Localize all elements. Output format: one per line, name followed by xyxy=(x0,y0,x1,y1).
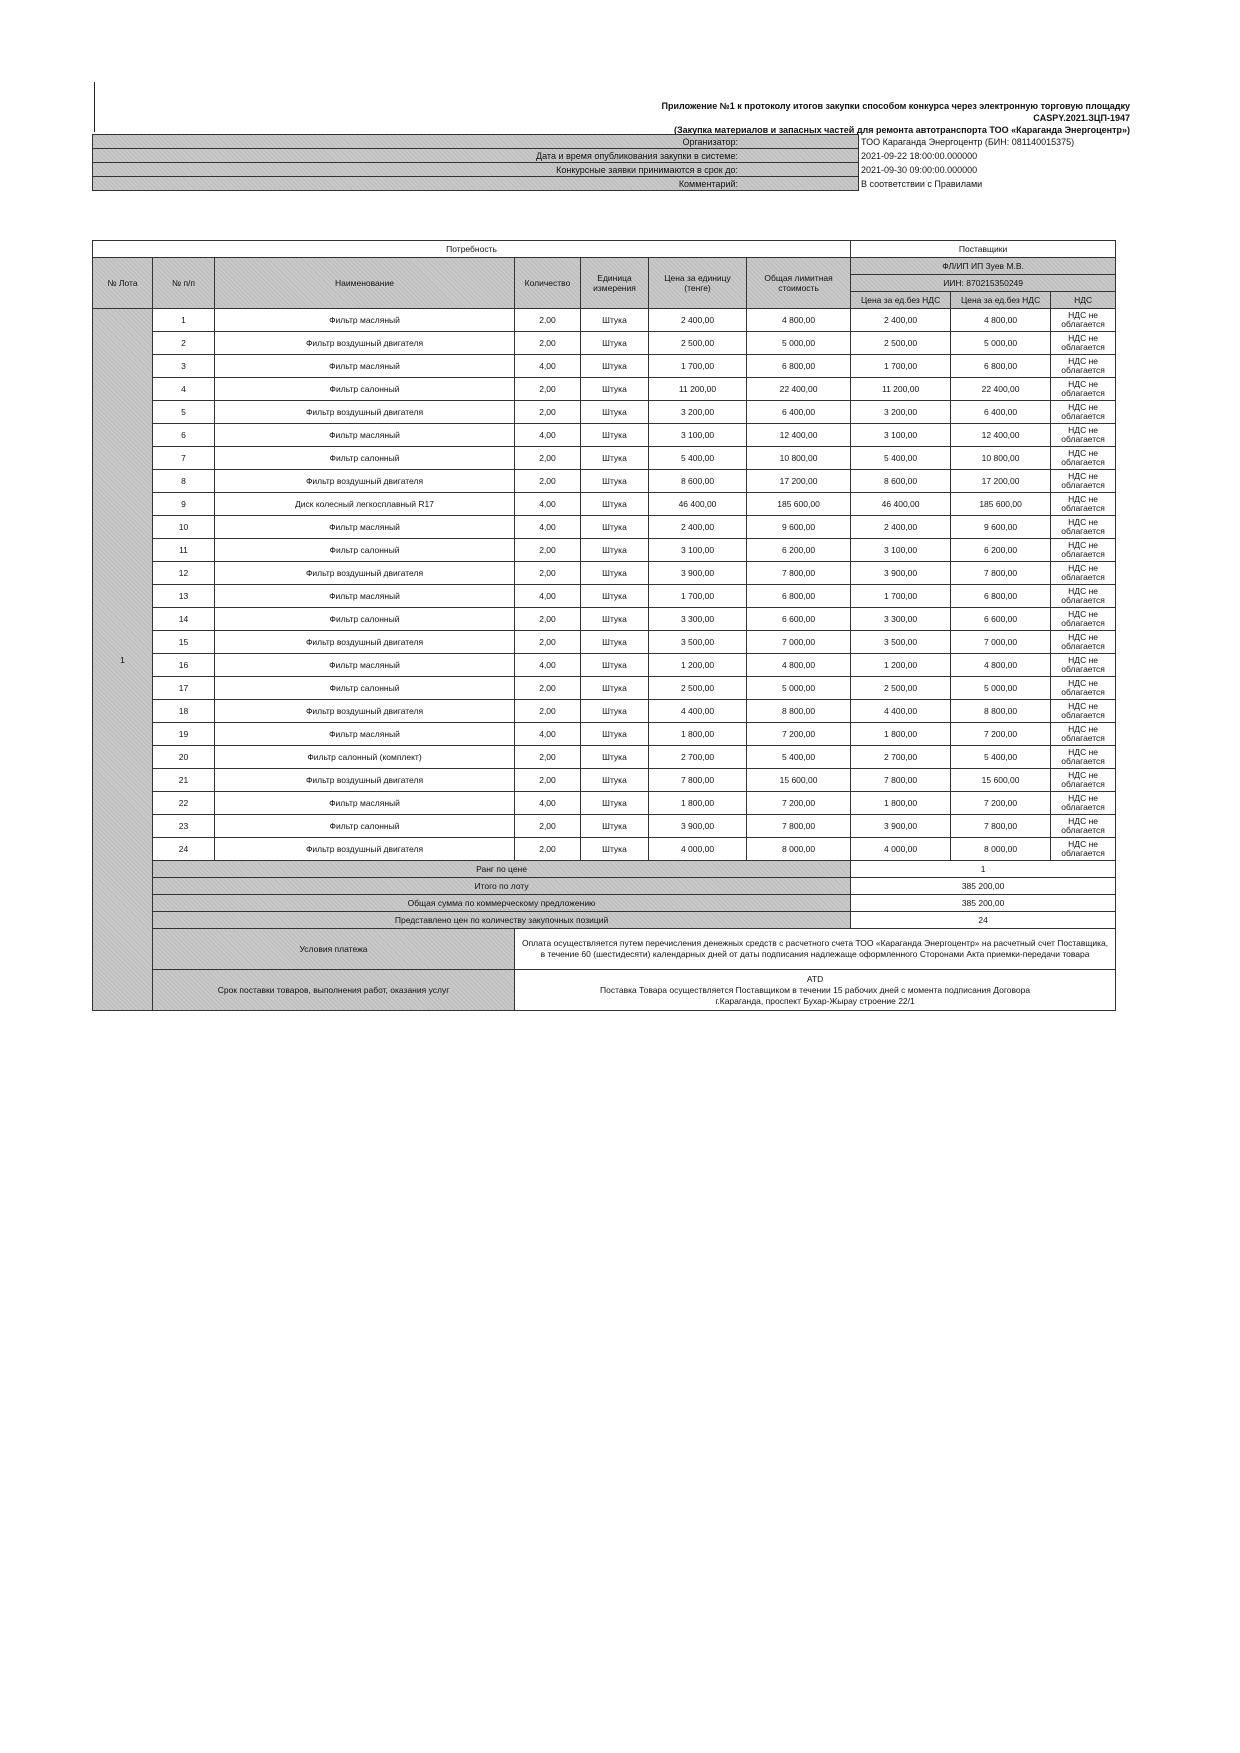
nds-status: НДС не облагается xyxy=(1051,539,1116,562)
item-qty: 2,00 xyxy=(515,470,581,493)
table-row xyxy=(93,585,1116,608)
item-name: Фильтр салонный xyxy=(215,447,515,470)
supplier-total: 6 600,00 xyxy=(951,608,1051,631)
row-number: 4 xyxy=(153,378,215,401)
item-total: 17 200,00 xyxy=(747,470,851,493)
row-number: 22 xyxy=(153,792,215,815)
row-number: 8 xyxy=(153,470,215,493)
row-number: 21 xyxy=(153,769,215,792)
item-qty: 2,00 xyxy=(515,838,581,861)
item-qty: 2,00 xyxy=(515,608,581,631)
nds-status: НДС не облагается xyxy=(1051,723,1116,746)
item-price: 3 100,00 xyxy=(649,424,747,447)
item-qty: 4,00 xyxy=(515,585,581,608)
nds-status: НДС не облагается xyxy=(1051,493,1116,516)
item-name: Фильтр масляный xyxy=(215,424,515,447)
summary-value: 385 200,00 xyxy=(851,895,1116,912)
item-qty: 4,00 xyxy=(515,516,581,539)
supplier-total: 9 600,00 xyxy=(951,516,1051,539)
supplier-iin: ИИН: 870215350249 xyxy=(851,275,1116,292)
info-row xyxy=(93,177,1131,191)
supplier-price: 1 700,00 xyxy=(851,585,951,608)
margin-line xyxy=(94,82,95,132)
nds-status: НДС не облагается xyxy=(1051,677,1116,700)
table-row xyxy=(93,332,1116,355)
supplier-price: 1 700,00 xyxy=(851,355,951,378)
row-number: 13 xyxy=(153,585,215,608)
item-unit: Штука xyxy=(581,401,649,424)
table-row xyxy=(93,516,1116,539)
item-unit: Штука xyxy=(581,631,649,654)
document-header xyxy=(560,100,1130,136)
item-total: 6 800,00 xyxy=(747,585,851,608)
item-price: 1 700,00 xyxy=(649,585,747,608)
item-total: 5 400,00 xyxy=(747,746,851,769)
row-number: 1 xyxy=(153,309,215,332)
summary-row xyxy=(93,878,1116,895)
summary-label: Представлено цен по количеству закупочных позиций xyxy=(153,912,851,929)
item-name: Фильтр воздушный двигателя xyxy=(215,562,515,585)
item-unit: Штука xyxy=(581,585,649,608)
table-row xyxy=(93,815,1116,838)
table-row xyxy=(93,677,1116,700)
col-unit: Единица измерения xyxy=(581,258,649,309)
summary-row xyxy=(93,895,1116,912)
nds-status: НДС не облагается xyxy=(1051,746,1116,769)
row-number: 20 xyxy=(153,746,215,769)
item-total: 5 000,00 xyxy=(747,332,851,355)
row-number: 9 xyxy=(153,493,215,516)
item-unit: Штука xyxy=(581,815,649,838)
table-row xyxy=(93,792,1116,815)
item-total: 6 600,00 xyxy=(747,608,851,631)
item-unit: Штука xyxy=(581,838,649,861)
supplier-price: 4 400,00 xyxy=(851,700,951,723)
row-number: 17 xyxy=(153,677,215,700)
item-name: Фильтр воздушный двигателя xyxy=(215,769,515,792)
summary-row xyxy=(93,861,1116,878)
item-price: 2 500,00 xyxy=(649,677,747,700)
item-qty: 4,00 xyxy=(515,723,581,746)
info-row xyxy=(93,149,1131,163)
header-line-1: Приложение №1 к протоколу итогов закупки способом конкурса через электронную торговую площадку xyxy=(661,101,1130,111)
summary-value: 385 200,00 xyxy=(851,878,1116,895)
supplier-total: 10 800,00 xyxy=(951,447,1051,470)
supplier-price: 2 500,00 xyxy=(851,677,951,700)
item-price: 7 800,00 xyxy=(649,769,747,792)
table-row xyxy=(93,539,1116,562)
supplier-total: 17 200,00 xyxy=(951,470,1051,493)
item-price: 3 900,00 xyxy=(649,562,747,585)
item-total: 6 400,00 xyxy=(747,401,851,424)
item-unit: Штука xyxy=(581,332,649,355)
suppliers-title: Поставщики xyxy=(851,241,1116,258)
nds-status: НДС не облагается xyxy=(1051,355,1116,378)
item-name: Фильтр масляный xyxy=(215,585,515,608)
item-qty: 2,00 xyxy=(515,631,581,654)
item-total: 22 400,00 xyxy=(747,378,851,401)
item-name: Фильтр салонный (комплект) xyxy=(215,746,515,769)
item-price: 46 400,00 xyxy=(649,493,747,516)
item-unit: Штука xyxy=(581,769,649,792)
table-row xyxy=(93,723,1116,746)
item-total: 7 200,00 xyxy=(747,723,851,746)
item-price: 2 400,00 xyxy=(649,309,747,332)
item-qty: 4,00 xyxy=(515,355,581,378)
table-row xyxy=(93,838,1116,861)
delivery-line-2: Поставка Товара осуществляется Поставщиком в течении 15 рабочих дней с момента подписания Договора xyxy=(600,984,1031,995)
item-unit: Штука xyxy=(581,792,649,815)
nds-status: НДС не облагается xyxy=(1051,378,1116,401)
item-qty: 2,00 xyxy=(515,700,581,723)
delivery-line-1: ATD xyxy=(806,973,824,984)
row-number: 5 xyxy=(153,401,215,424)
item-name: Фильтр салонный xyxy=(215,608,515,631)
row-number: 6 xyxy=(153,424,215,447)
supplier-total: 4 800,00 xyxy=(951,654,1051,677)
item-price: 8 600,00 xyxy=(649,470,747,493)
item-name: Фильтр салонный xyxy=(215,815,515,838)
item-unit: Штука xyxy=(581,562,649,585)
item-price: 1 800,00 xyxy=(649,792,747,815)
supplier-price: 3 500,00 xyxy=(851,631,951,654)
item-name: Фильтр воздушный двигателя xyxy=(215,401,515,424)
header-line-3: (Закупка материалов и запасных частей для ремонта автотранспорта ТОО «Караганда Энергоцентр») xyxy=(673,125,1130,135)
info-label: Дата и время опубликования закупки в системе: xyxy=(93,149,859,163)
supplier-total: 7 800,00 xyxy=(951,562,1051,585)
item-total: 6 200,00 xyxy=(747,539,851,562)
row-number: 7 xyxy=(153,447,215,470)
item-price: 5 400,00 xyxy=(649,447,747,470)
item-name: Фильтр воздушный двигателя xyxy=(215,631,515,654)
row-number: 15 xyxy=(153,631,215,654)
item-total: 4 800,00 xyxy=(747,309,851,332)
table-row xyxy=(93,470,1116,493)
nds-status: НДС не облагается xyxy=(1051,401,1116,424)
item-price: 1 200,00 xyxy=(649,654,747,677)
supplier-price: 2 400,00 xyxy=(851,309,951,332)
summary-label: Итого по лоту xyxy=(153,878,851,895)
supplier-price: 11 200,00 xyxy=(851,378,951,401)
col-lot: № Лота xyxy=(93,258,153,309)
supplier-price: 3 900,00 xyxy=(851,562,951,585)
supplier-price: 4 000,00 xyxy=(851,838,951,861)
supplier-price: 1 200,00 xyxy=(851,654,951,677)
item-total: 7 800,00 xyxy=(747,815,851,838)
item-qty: 2,00 xyxy=(515,677,581,700)
supplier-price: 2 700,00 xyxy=(851,746,951,769)
nds-status: НДС не облагается xyxy=(1051,608,1116,631)
delivery-row xyxy=(93,970,1116,1011)
summary-label: Общая сумма по коммерческому предложению xyxy=(153,895,851,912)
item-qty: 2,00 xyxy=(515,562,581,585)
supplier-price: 2 500,00 xyxy=(851,332,951,355)
payment-label: Условия платежа xyxy=(153,929,515,970)
supplier-total: 7 800,00 xyxy=(951,815,1051,838)
supplier-total: 185 600,00 xyxy=(951,493,1051,516)
item-name: Фильтр воздушный двигателя xyxy=(215,332,515,355)
item-total: 6 800,00 xyxy=(747,355,851,378)
info-value: В соответствии с Правилами xyxy=(861,178,983,189)
item-name: Фильтр масляный xyxy=(215,355,515,378)
row-number: 14 xyxy=(153,608,215,631)
supplier-price: 3 100,00 xyxy=(851,424,951,447)
item-qty: 2,00 xyxy=(515,539,581,562)
table-row xyxy=(93,424,1116,447)
item-total: 185 600,00 xyxy=(747,493,851,516)
item-unit: Штука xyxy=(581,470,649,493)
info-label: Конкурсные заявки принимаются в срок до: xyxy=(93,163,859,177)
item-name: Диск колесный легкосплавный R17 xyxy=(215,493,515,516)
item-unit: Штука xyxy=(581,424,649,447)
supplier-price: 7 800,00 xyxy=(851,769,951,792)
info-label: Комментарий: xyxy=(93,177,859,191)
row-number: 23 xyxy=(153,815,215,838)
item-name: Фильтр масляный xyxy=(215,723,515,746)
nds-status: НДС не облагается xyxy=(1051,424,1116,447)
supplier-price: 3 300,00 xyxy=(851,608,951,631)
nds-status: НДС не облагается xyxy=(1051,562,1116,585)
table-row xyxy=(93,608,1116,631)
item-name: Фильтр воздушный двигателя xyxy=(215,838,515,861)
supplier-total: 8 800,00 xyxy=(951,700,1051,723)
item-name: Фильтр масляный xyxy=(215,654,515,677)
item-qty: 4,00 xyxy=(515,424,581,447)
item-unit: Штука xyxy=(581,516,649,539)
item-price: 4 000,00 xyxy=(649,838,747,861)
nds-status: НДС не облагается xyxy=(1051,585,1116,608)
item-price: 1 800,00 xyxy=(649,723,747,746)
item-total: 7 800,00 xyxy=(747,562,851,585)
item-name: Фильтр масляный xyxy=(215,516,515,539)
item-name: Фильтр масляный xyxy=(215,792,515,815)
item-unit: Штука xyxy=(581,700,649,723)
item-name: Фильтр воздушный двигателя xyxy=(215,700,515,723)
nds-status: НДС не облагается xyxy=(1051,838,1116,861)
nds-status: НДС не облагается xyxy=(1051,815,1116,838)
info-row xyxy=(93,135,1131,149)
row-number: 24 xyxy=(153,838,215,861)
item-total: 8 000,00 xyxy=(747,838,851,861)
row-number: 18 xyxy=(153,700,215,723)
item-unit: Штука xyxy=(581,355,649,378)
delivery-text xyxy=(515,970,1116,1011)
item-name: Фильтр масляный xyxy=(215,309,515,332)
supplier-price: 46 400,00 xyxy=(851,493,951,516)
item-total: 7 000,00 xyxy=(747,631,851,654)
row-number: 16 xyxy=(153,654,215,677)
item-price: 1 700,00 xyxy=(649,355,747,378)
item-total: 5 000,00 xyxy=(747,677,851,700)
supplier-total: 22 400,00 xyxy=(951,378,1051,401)
delivery-line-3: г.Караганда, проспект Бухар-Жырау строение 22/1 xyxy=(715,995,915,1006)
col-price: Цена за единицу (тенге) xyxy=(649,258,747,309)
item-unit: Штука xyxy=(581,677,649,700)
item-price: 3 300,00 xyxy=(649,608,747,631)
supplier-price: 3 100,00 xyxy=(851,539,951,562)
item-unit: Штука xyxy=(581,608,649,631)
header-line-2: CASPY.2021.ЗЦП-1947 xyxy=(1033,113,1130,123)
table-row xyxy=(93,378,1116,401)
item-name: Фильтр салонный xyxy=(215,539,515,562)
item-total: 12 400,00 xyxy=(747,424,851,447)
table-row xyxy=(93,562,1116,585)
col-supplier-price: Цена за ед.без НДС xyxy=(851,292,951,309)
row-number: 11 xyxy=(153,539,215,562)
nds-status: НДС не облагается xyxy=(1051,470,1116,493)
item-qty: 2,00 xyxy=(515,769,581,792)
nds-status: НДС не облагается xyxy=(1051,769,1116,792)
item-qty: 4,00 xyxy=(515,493,581,516)
item-qty: 2,00 xyxy=(515,447,581,470)
supplier-total: 5 400,00 xyxy=(951,746,1051,769)
summary-value: 1 xyxy=(851,861,1116,878)
item-total: 15 600,00 xyxy=(747,769,851,792)
row-number: 3 xyxy=(153,355,215,378)
delivery-label: Срок поставки товаров, выполнения работ, оказания услуг xyxy=(153,970,515,1011)
item-unit: Штука xyxy=(581,493,649,516)
item-price: 2 400,00 xyxy=(649,516,747,539)
table-row xyxy=(93,401,1116,424)
item-price: 11 200,00 xyxy=(649,378,747,401)
results-table xyxy=(92,240,1116,1011)
item-price: 3 100,00 xyxy=(649,539,747,562)
summary-row xyxy=(93,912,1116,929)
supplier-total: 7 200,00 xyxy=(951,792,1051,815)
item-name: Фильтр салонный xyxy=(215,378,515,401)
nds-status: НДС не облагается xyxy=(1051,447,1116,470)
item-price: 2 700,00 xyxy=(649,746,747,769)
item-qty: 2,00 xyxy=(515,332,581,355)
supplier-total: 6 800,00 xyxy=(951,585,1051,608)
item-price: 3 900,00 xyxy=(649,815,747,838)
supplier-total: 12 400,00 xyxy=(951,424,1051,447)
supplier-price: 1 800,00 xyxy=(851,792,951,815)
item-total: 9 600,00 xyxy=(747,516,851,539)
item-unit: Штука xyxy=(581,654,649,677)
info-table xyxy=(92,134,1131,191)
item-unit: Штука xyxy=(581,378,649,401)
item-qty: 4,00 xyxy=(515,792,581,815)
supplier-price: 3 200,00 xyxy=(851,401,951,424)
item-unit: Штука xyxy=(581,539,649,562)
table-row xyxy=(93,700,1116,723)
item-price: 3 500,00 xyxy=(649,631,747,654)
item-unit: Штука xyxy=(581,723,649,746)
item-total: 7 200,00 xyxy=(747,792,851,815)
item-name: Фильтр воздушный двигателя xyxy=(215,470,515,493)
supplier-total: 6 200,00 xyxy=(951,539,1051,562)
table-row xyxy=(93,493,1116,516)
item-price: 4 400,00 xyxy=(649,700,747,723)
col-supplier-total: Цена за ед.без НДС xyxy=(951,292,1051,309)
row-number: 2 xyxy=(153,332,215,355)
nds-status: НДС не облагается xyxy=(1051,700,1116,723)
supplier-total: 6 400,00 xyxy=(951,401,1051,424)
summary-label: Ранг по цене xyxy=(153,861,851,878)
nds-status: НДС не облагается xyxy=(1051,516,1116,539)
supplier-price: 5 400,00 xyxy=(851,447,951,470)
row-number: 10 xyxy=(153,516,215,539)
need-title: Потребность xyxy=(93,241,851,258)
col-name: Наименование xyxy=(215,258,515,309)
item-qty: 2,00 xyxy=(515,746,581,769)
supplier-total: 5 000,00 xyxy=(951,677,1051,700)
summary-value: 24 xyxy=(851,912,1116,929)
supplier-price: 3 900,00 xyxy=(851,815,951,838)
supplier-price: 8 600,00 xyxy=(851,470,951,493)
supplier-total: 7 200,00 xyxy=(951,723,1051,746)
item-total: 10 800,00 xyxy=(747,447,851,470)
supplier-price: 2 400,00 xyxy=(851,516,951,539)
item-total: 8 800,00 xyxy=(747,700,851,723)
info-value: ТОО Караганда Энергоцентр (БИН: 081140015375) xyxy=(861,136,1075,147)
item-unit: Штука xyxy=(581,746,649,769)
table-row xyxy=(93,769,1116,792)
item-total: 4 800,00 xyxy=(747,654,851,677)
supplier-total: 4 800,00 xyxy=(951,309,1051,332)
info-label: Организатор: xyxy=(93,135,859,149)
nds-status: НДС не облагается xyxy=(1051,309,1116,332)
table-row xyxy=(93,631,1116,654)
item-qty: 2,00 xyxy=(515,309,581,332)
row-number: 19 xyxy=(153,723,215,746)
info-row xyxy=(93,163,1131,177)
item-unit: Штука xyxy=(581,309,649,332)
supplier-price: 1 800,00 xyxy=(851,723,951,746)
table-row xyxy=(93,654,1116,677)
table-row xyxy=(93,355,1116,378)
item-price: 2 500,00 xyxy=(649,332,747,355)
row-number: 12 xyxy=(153,562,215,585)
table-row xyxy=(93,447,1116,470)
nds-status: НДС не облагается xyxy=(1051,631,1116,654)
col-qty: Количество xyxy=(515,258,581,309)
item-unit: Штука xyxy=(581,447,649,470)
supplier-total: 7 000,00 xyxy=(951,631,1051,654)
col-nds: НДС xyxy=(1051,292,1116,309)
table-row xyxy=(93,746,1116,769)
nds-status: НДС не облагается xyxy=(1051,654,1116,677)
item-name: Фильтр салонный xyxy=(215,677,515,700)
payment-row xyxy=(93,929,1116,970)
info-value: 2021-09-22 18:00:00.000000 xyxy=(861,150,978,161)
info-value: 2021-09-30 09:00:00.000000 xyxy=(861,164,978,175)
payment-text: Оплата осуществляется путем перечисления денежных средств с расчетного счета ТОО «Караганда Энергоцентр» на расчетный счет Поставщика, в течение 60 (шестидесяти) календарных дней от даты подписания надлежаще оформленного Сторонами Акта приемки-передачи товара xyxy=(515,929,1116,970)
supplier-total: 15 600,00 xyxy=(951,769,1051,792)
supplier-total: 5 000,00 xyxy=(951,332,1051,355)
nds-status: НДС не облагается xyxy=(1051,332,1116,355)
supplier-total: 6 800,00 xyxy=(951,355,1051,378)
col-total: Общая лимитная стоимость xyxy=(747,258,851,309)
item-price: 3 200,00 xyxy=(649,401,747,424)
table-row xyxy=(93,309,1116,332)
nds-status: НДС не облагается xyxy=(1051,792,1116,815)
item-qty: 2,00 xyxy=(515,815,581,838)
item-qty: 2,00 xyxy=(515,401,581,424)
supplier-total: 8 000,00 xyxy=(951,838,1051,861)
col-num: № п/п xyxy=(153,258,215,309)
item-qty: 4,00 xyxy=(515,654,581,677)
item-qty: 2,00 xyxy=(515,378,581,401)
supplier-name: ФЛ/ИП ИП Зуев М.В. xyxy=(851,258,1116,275)
lot-number: 1 xyxy=(93,309,153,1011)
